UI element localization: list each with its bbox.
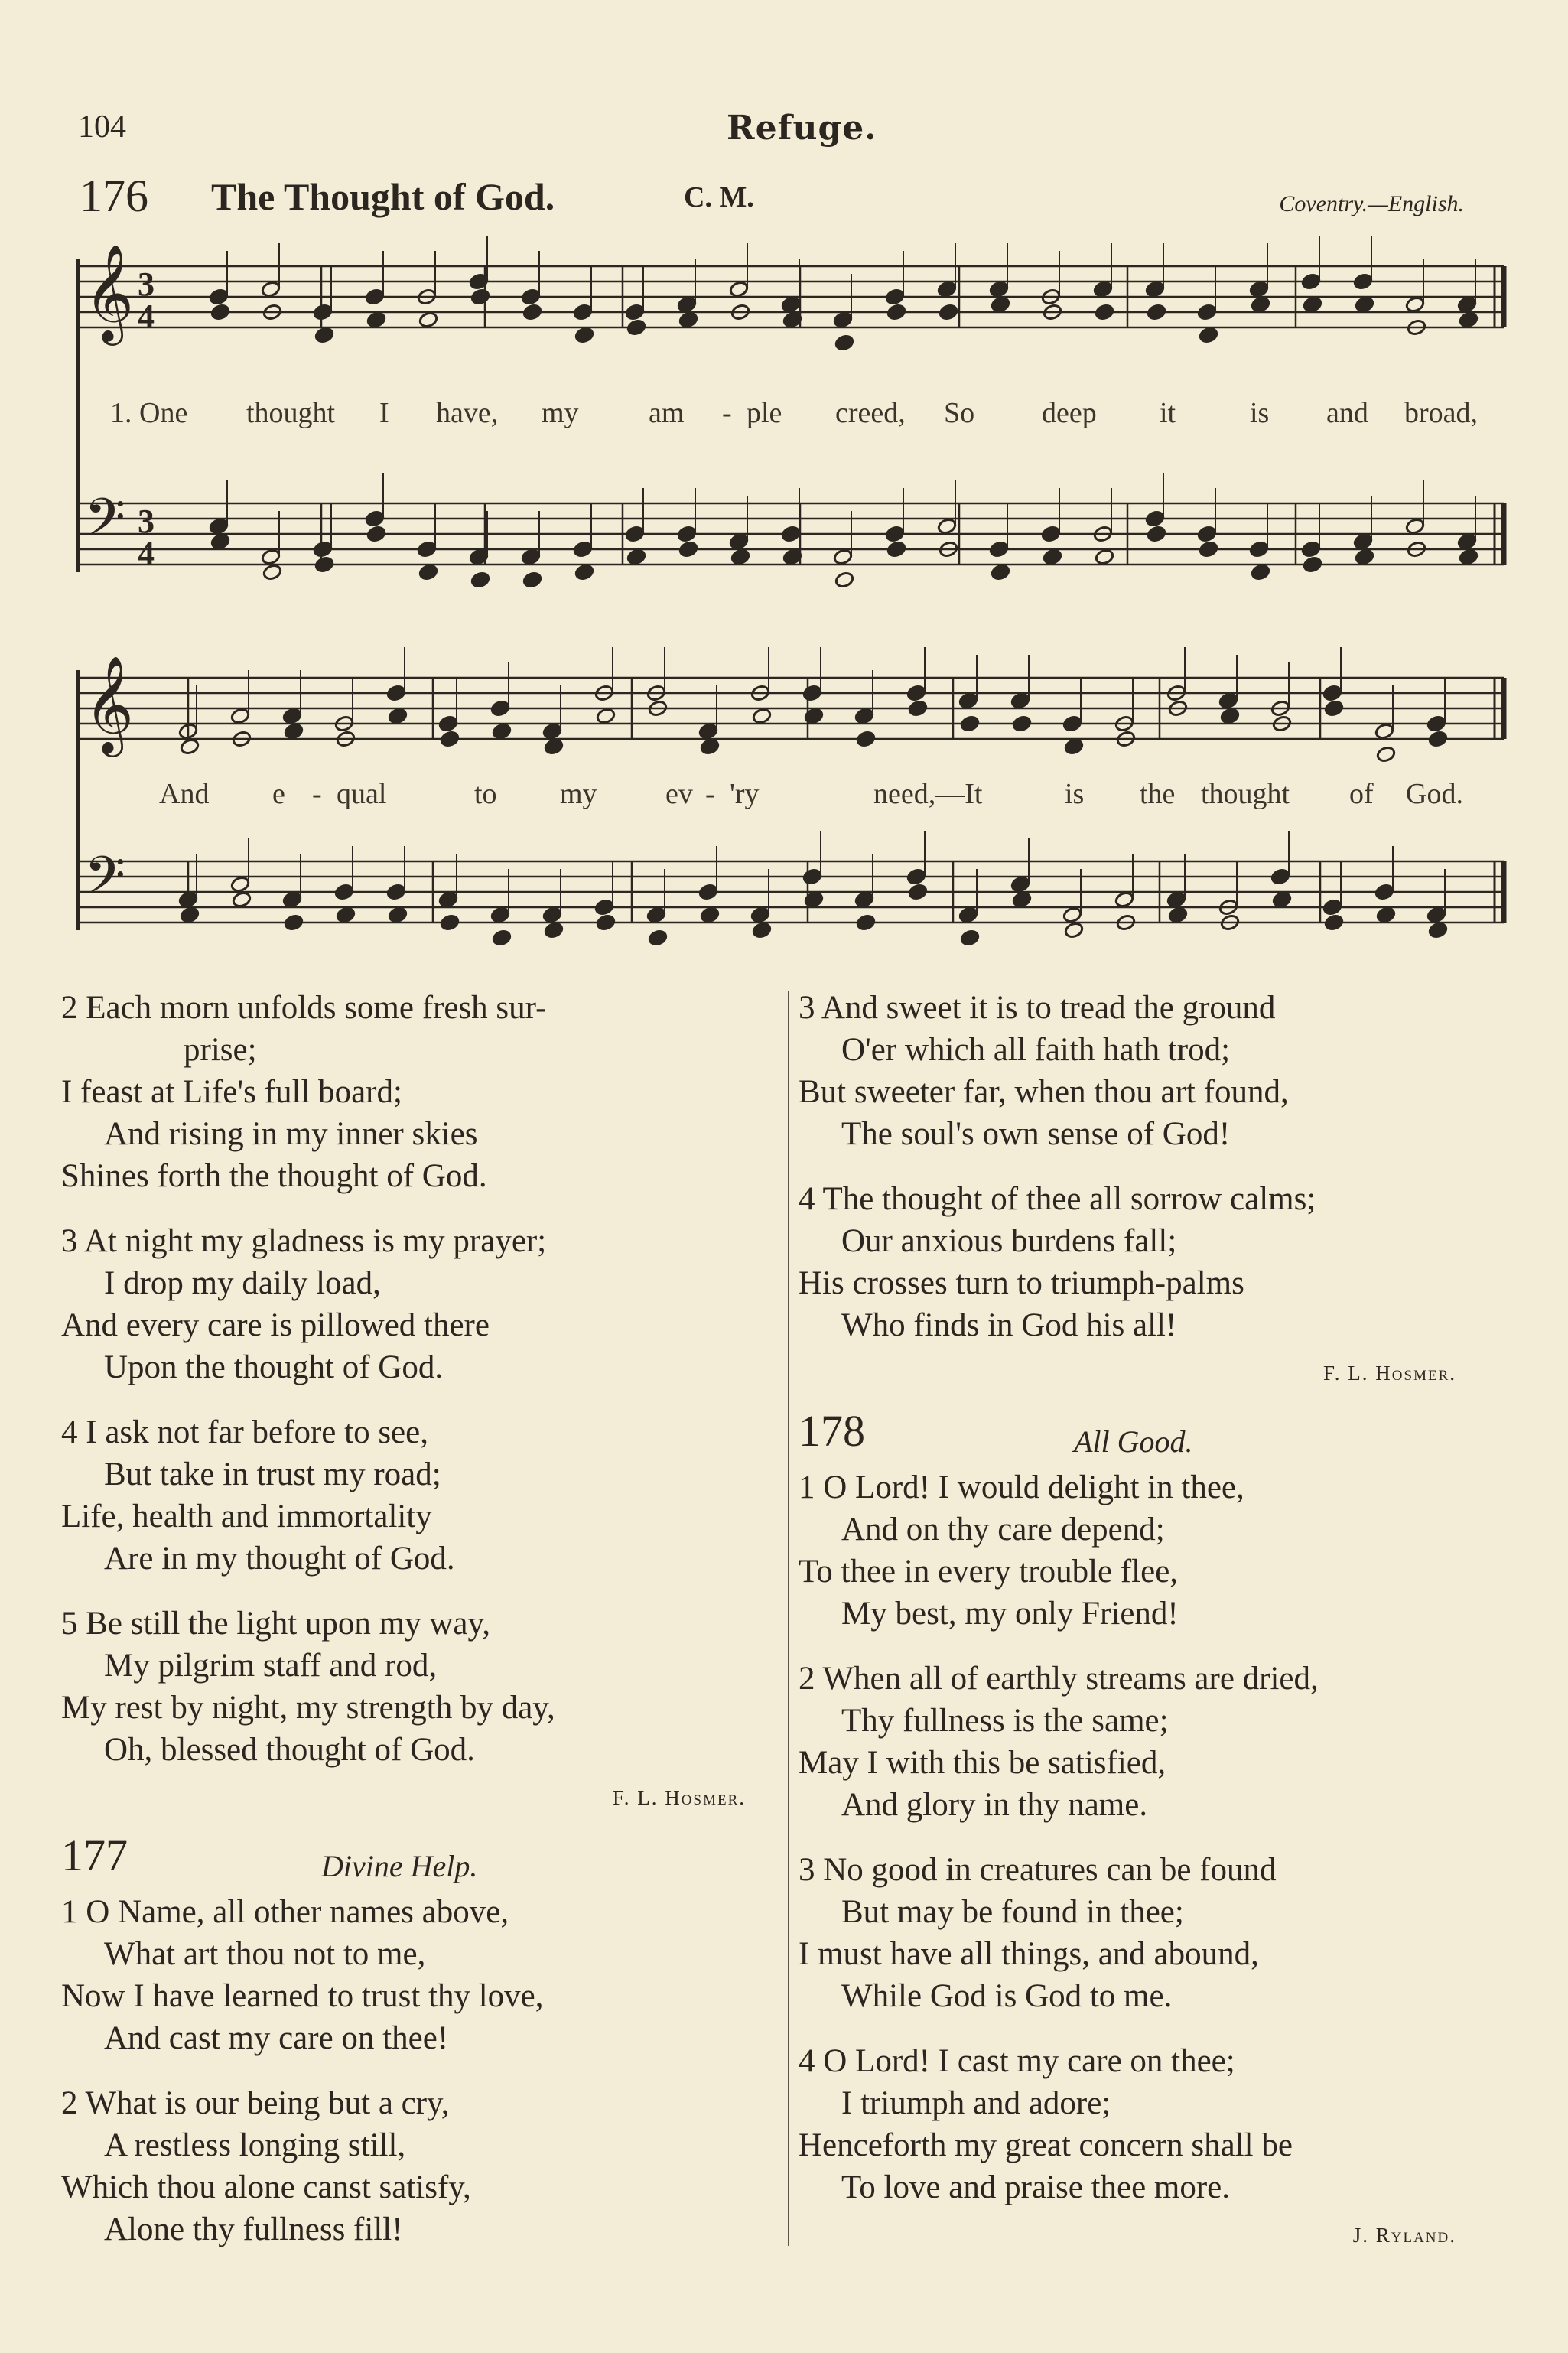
quarter-note [386, 684, 406, 701]
lyric-syllable: have, [436, 397, 499, 429]
quarter-note [1301, 540, 1321, 558]
quarter-note [313, 540, 333, 558]
stanza-line: A restless longing still, [104, 2127, 406, 2163]
quarter-note [1353, 532, 1373, 550]
quarter-note [1220, 707, 1240, 724]
stanza-line: 3 And sweet it is to tread the ground [799, 990, 1276, 1026]
quarter-note [1093, 280, 1113, 298]
half-note [937, 517, 957, 535]
bass-clef-icon: 𝄢 [84, 845, 126, 919]
quarter-note [1064, 737, 1084, 755]
stanza [61, 1220, 776, 1388]
lyric-syllable: need,—It [873, 778, 983, 810]
time-signature: 3 [138, 503, 155, 540]
stanza-line: To thee in every trouble flee, [799, 1554, 1179, 1590]
stanza-line: 2 Each morn unfolds some fresh sur- [61, 990, 547, 1026]
quarter-note [677, 295, 697, 313]
lyric-syllable: my [560, 778, 597, 810]
quarter-note [677, 525, 697, 542]
lyric-line-2 [73, 777, 1511, 815]
quarter-note [522, 303, 542, 321]
half-note [261, 280, 281, 298]
stanza [799, 1466, 1487, 1635]
quarter-note [594, 898, 614, 916]
quarter-note [991, 563, 1010, 581]
hymn-176-stanzas [61, 987, 776, 1771]
quarter-note [854, 890, 874, 908]
quarter-note [833, 311, 853, 328]
half-note [232, 890, 252, 908]
quarter-note [366, 525, 386, 542]
quarter-note [989, 280, 1009, 298]
bass-clef-icon: 𝄢 [84, 487, 126, 561]
quarter-note [1218, 692, 1238, 709]
quarter-note [1459, 311, 1479, 328]
quarter-note [886, 540, 906, 558]
quarter-note [1353, 272, 1373, 290]
lyric-syllable: is [1250, 397, 1270, 429]
stanza-line: His crosses turn to triumph-palms [799, 1265, 1244, 1301]
quarter-note [730, 548, 750, 565]
treble-clef-icon: 𝄞 [84, 655, 135, 753]
quarter-note [648, 929, 668, 946]
quarter-note [1199, 540, 1218, 558]
stanza-line: I must have all things, and abound, [799, 1936, 1259, 1972]
quarter-note [1355, 295, 1374, 313]
lyric-syllable: is [1065, 778, 1085, 810]
stanza-line: But sweeter far, when thou art found, [799, 1074, 1289, 1110]
stanza-line: While God is God to me. [841, 1978, 1173, 2014]
lyric-syllable: the [1140, 778, 1176, 810]
stanza [61, 1411, 776, 1580]
quarter-note [544, 921, 564, 939]
quarter-note [886, 303, 906, 321]
stanza-line: And cast my care on thee! [104, 2020, 449, 2056]
half-note [230, 875, 250, 893]
lyric-syllable: ple [747, 397, 782, 429]
quarter-note [418, 563, 438, 581]
quarter-note [1272, 890, 1292, 908]
quarter-note [646, 906, 666, 923]
quarter-note [1145, 509, 1165, 527]
hymn-178-stanzas [799, 1466, 1487, 2208]
hymn-title: The Thought of God. [211, 175, 555, 218]
lyric-syllable: thought [1201, 778, 1290, 810]
quarter-note [366, 311, 386, 328]
quarter-note [210, 303, 230, 321]
quarter-note [908, 699, 928, 717]
running-head: Refuge. [727, 109, 877, 148]
quarter-note [544, 737, 564, 755]
music-system-2 [73, 632, 1511, 968]
quarter-note [313, 303, 333, 321]
quarter-note [573, 540, 593, 558]
stanza-line: 4 O Lord! I cast my care on thee; [799, 2043, 1235, 2079]
stanza-line: My rest by night, my strength by day, [61, 1690, 555, 1726]
left-column [61, 987, 776, 2273]
lyric-syllable: So [944, 397, 975, 429]
lyric-syllable: am [649, 397, 685, 429]
hymn-176-header [80, 170, 1464, 223]
stanza-line: Shines forth the thought of God. [61, 1158, 487, 1194]
quarter-note [1012, 714, 1032, 732]
half-note [230, 707, 250, 724]
quarter-note [417, 540, 437, 558]
quarter-note [1374, 883, 1394, 900]
lyric-syllable: God. [1406, 778, 1463, 810]
half-note [596, 707, 616, 724]
quarter-note [1062, 714, 1082, 732]
half-note [833, 548, 853, 565]
quarter-note [180, 906, 200, 923]
quarter-note [834, 334, 854, 351]
quarter-note [365, 288, 385, 305]
quarter-note [1041, 525, 1061, 542]
hymn-number: 176 [80, 171, 148, 221]
quarter-note [1303, 555, 1322, 573]
quarter-note [1251, 563, 1270, 581]
stanza [799, 987, 1487, 1155]
quarter-note [574, 563, 594, 581]
stanza [799, 2040, 1487, 2208]
lyric-syllable: 'ry [730, 778, 760, 810]
quarter-note [388, 707, 408, 724]
hymn-number: 177 [61, 1831, 128, 1880]
hymn-178-attribution: J. Ryland. [1352, 2224, 1456, 2247]
quarter-note [1095, 303, 1114, 321]
stanza-line: And every care is pillowed there [61, 1307, 490, 1343]
stanza-line: I drop my daily load, [104, 1265, 381, 1301]
quarter-note [314, 326, 334, 343]
quarter-note [625, 303, 645, 321]
quarter-note [1012, 890, 1032, 908]
quarter-note [365, 509, 385, 527]
quarter-note [1197, 525, 1217, 542]
half-note [1376, 745, 1396, 763]
half-note [1064, 921, 1084, 939]
treble-clef-icon: 𝄞 [84, 243, 135, 341]
half-note [834, 571, 854, 588]
stanza-line: 5 Be still the light upon my way, [61, 1606, 490, 1642]
lyric-line-1 [73, 396, 1511, 434]
quarter-note [906, 867, 926, 885]
quarter-note [626, 318, 646, 336]
stanza-line: 3 No good in creatures can be found [799, 1852, 1277, 1888]
lyric-syllable: my [542, 397, 579, 429]
quarter-note [282, 707, 302, 724]
stanza-line: Oh, blessed thought of God. [104, 1732, 475, 1768]
stanza [61, 1891, 776, 2059]
stanza-line: Who finds in God his all! [841, 1307, 1177, 1343]
quarter-note [937, 280, 957, 298]
stanza [799, 1178, 1487, 1346]
quarter-note [1324, 699, 1344, 717]
quarter-note [490, 699, 510, 717]
quarter-note [210, 532, 230, 550]
half-note [180, 737, 200, 755]
quarter-note [521, 288, 541, 305]
quarter-note [1355, 548, 1374, 565]
stanza-line: 1 O Lord! I would delight in thee, [799, 1469, 1244, 1505]
quarter-note [1010, 875, 1030, 893]
quarter-note [729, 532, 749, 550]
quarter-note [438, 890, 458, 908]
stanza-line: Life, health and immortality [61, 1499, 432, 1534]
quarter-note [989, 540, 1009, 558]
stanza-line: The soul's own sense of God! [841, 1116, 1231, 1152]
lyric-syllable: - [705, 778, 715, 810]
quarter-note [854, 707, 874, 724]
lyric-syllable: and [1326, 397, 1368, 429]
half-note [261, 548, 281, 565]
quarter-note [1199, 326, 1218, 343]
quarter-note [1043, 548, 1062, 565]
hymn-title: All Good. [1074, 1424, 1193, 1459]
quarter-note [802, 684, 822, 701]
stanza-line: O'er which all faith hath trod; [841, 1032, 1231, 1068]
lyric-syllable: e [272, 778, 285, 810]
quarter-note [908, 883, 928, 900]
stanza-line: Henceforth my great concern shall be [799, 2127, 1293, 2163]
quarter-note [490, 906, 510, 923]
quarter-note [939, 303, 958, 321]
stanza [799, 1658, 1487, 1826]
half-note [752, 707, 772, 724]
quarter-note [1251, 295, 1270, 313]
quarter-note [626, 548, 646, 565]
quarter-note [1270, 867, 1290, 885]
quarter-note [1428, 921, 1448, 939]
time-signature: 3 [138, 265, 155, 303]
quarter-note [1010, 692, 1030, 709]
quarter-note [1303, 295, 1322, 313]
time-signature: 4 [138, 298, 155, 335]
stanza-line: What art thou not to me, [104, 1936, 426, 1972]
quarter-note [1324, 913, 1344, 931]
half-note [262, 563, 282, 581]
stanza-line: And glory in thy name. [841, 1787, 1148, 1823]
tune-name: Coventry.—English. [1279, 191, 1464, 216]
hymn-177-header [61, 1831, 776, 1886]
quarter-note [178, 890, 198, 908]
quarter-note [958, 906, 978, 923]
stanza-line: And on thy care depend; [841, 1512, 1165, 1548]
quarter-note [1376, 906, 1396, 923]
stanza-line: Are in my thought of God. [104, 1541, 455, 1577]
lyric-syllable: to [474, 778, 497, 810]
stanza-line: 4 The thought of thee all sorrow calms; [799, 1181, 1316, 1217]
quarter-note [1459, 548, 1479, 565]
stanza-line: And rising in my inner skies [104, 1116, 478, 1152]
quarter-note [573, 303, 593, 321]
quarter-note [856, 913, 876, 931]
quarter-note [492, 929, 512, 946]
quarter-note [1147, 303, 1166, 321]
stanza-line: 4 I ask not far before to see, [61, 1414, 428, 1450]
stanza [61, 1603, 776, 1771]
half-note [418, 311, 438, 328]
stanza [61, 987, 776, 1197]
quarter-note [700, 737, 720, 755]
quarter-note [700, 906, 720, 923]
stanza [799, 1849, 1487, 2017]
quarter-note [1147, 525, 1166, 542]
quarter-note [1197, 303, 1217, 321]
quarter-note [698, 722, 718, 740]
quarter-note [802, 867, 822, 885]
quarter-note [574, 326, 594, 343]
stanza-line: Now I have learned to trust thy love, [61, 1978, 544, 2014]
hymn-title: Divine Help. [321, 1849, 478, 1883]
quarter-note [1457, 295, 1477, 313]
quarter-note [885, 288, 905, 305]
quarter-note [1249, 540, 1269, 558]
quarter-note [678, 540, 698, 558]
stanza-line: I feast at Life's full board; [61, 1074, 402, 1110]
quarter-note [1249, 280, 1269, 298]
quarter-note [1168, 906, 1188, 923]
quarter-note [314, 555, 334, 573]
half-note [1114, 890, 1134, 908]
quarter-note [906, 684, 926, 701]
quarter-note [440, 913, 460, 931]
hymn-177-stanzas-right [799, 987, 1487, 1346]
quarter-note [1428, 730, 1448, 747]
right-column [799, 987, 1487, 2272]
quarter-note [521, 548, 541, 565]
lyric-syllable: - [312, 778, 322, 810]
stanza-line: Upon the thought of God. [104, 1349, 444, 1385]
quarter-note [336, 906, 356, 923]
stanza-line: My pilgrim staff and rod, [104, 1648, 438, 1684]
stanza-line: prise; [184, 1032, 257, 1068]
stanza-line: Which thou alone canst satisfy, [61, 2169, 471, 2205]
stanza-line: 2 What is our being but a cry, [61, 2085, 450, 2121]
lyric-syllable: it [1160, 397, 1176, 429]
half-note [1405, 517, 1425, 535]
lyric-syllable: 1. One [110, 397, 188, 429]
quarter-note [284, 722, 304, 740]
quarter-note [1322, 898, 1342, 916]
quarter-note [856, 730, 876, 747]
lyric-syllable: deep [1042, 397, 1097, 429]
quarter-note [492, 722, 512, 740]
quarter-note [386, 883, 406, 900]
quarter-note [781, 295, 801, 313]
quarter-note [678, 311, 698, 328]
half-note [1405, 295, 1425, 313]
stanza-line: To love and praise thee more. [841, 2169, 1231, 2205]
hymn-177-attribution: F. L. Hosmer. [1322, 1362, 1456, 1385]
half-note [1374, 722, 1394, 740]
half-note [1095, 548, 1114, 565]
hymn-meter: C. M. [684, 181, 754, 213]
stanza-line: 1 O Name, all other names above, [61, 1894, 509, 1930]
quarter-note [282, 890, 302, 908]
quarter-note [752, 921, 772, 939]
time-signature: 4 [138, 535, 155, 572]
stanza-line: But may be found in thee; [841, 1894, 1184, 1930]
stanza-line: My best, my only Friend! [841, 1596, 1179, 1632]
quarter-note [885, 525, 905, 542]
quarter-note [991, 295, 1010, 313]
quarter-note [334, 883, 354, 900]
lyric-syllable: of [1349, 778, 1374, 810]
hymn-177-stanzas-left [61, 1891, 776, 2250]
stanza-line: Our anxious burdens fall; [841, 1223, 1177, 1259]
quarter-note [440, 730, 460, 747]
quarter-note [438, 714, 458, 732]
quarter-note [542, 906, 562, 923]
quarter-note [470, 288, 490, 305]
lyric-syllable: And [159, 778, 210, 810]
stanza-line: May I with this be satisfied, [799, 1745, 1166, 1781]
quarter-note [698, 883, 718, 900]
quarter-note [1426, 906, 1446, 923]
quarter-note [542, 722, 562, 740]
stanza-line: Thy fullness is the same; [841, 1703, 1169, 1739]
quarter-note [1166, 890, 1186, 908]
lyric-syllable: broad, [1404, 397, 1479, 429]
column-divider [788, 991, 789, 2246]
quarter-note [750, 906, 770, 923]
quarter-note [1457, 532, 1477, 550]
quarter-note [470, 571, 490, 588]
stanza-line: I triumph and adore; [841, 2085, 1111, 2121]
stanza-line: 3 At night my gladness is my prayer; [61, 1223, 547, 1259]
stanza [61, 2082, 776, 2250]
hymn-number: 178 [799, 1406, 865, 1456]
half-note [1062, 906, 1082, 923]
quarter-note [960, 714, 980, 732]
quarter-note [1322, 684, 1342, 701]
quarter-note [596, 913, 616, 931]
hymn-178-header [799, 1406, 1487, 1462]
lyric-syllable: qual [337, 778, 387, 810]
half-note [729, 280, 749, 298]
quarter-note [625, 525, 645, 542]
stanza-line: But take in trust my road; [104, 1456, 441, 1492]
lyric-syllable: thought [246, 397, 336, 429]
stanza-line: 2 When all of earthly streams are dried, [799, 1661, 1319, 1697]
quarter-note [1301, 272, 1321, 290]
quarter-note [1426, 714, 1446, 732]
hymn-176-attribution: F. L. Hosmer. [612, 1786, 746, 1809]
quarter-note [388, 906, 408, 923]
quarter-note [781, 525, 801, 542]
quarter-note [522, 571, 542, 588]
lyric-syllable: I [379, 397, 389, 429]
quarter-note [960, 929, 980, 946]
quarter-note [958, 692, 978, 709]
quarter-note [1145, 280, 1165, 298]
music-system-1 [73, 229, 1511, 627]
quarter-note [209, 288, 229, 305]
stanza-line: Alone thy fullness fill! [104, 2211, 403, 2247]
lyric-syllable: - [722, 397, 732, 429]
quarter-note [209, 517, 229, 535]
page-number: 104 [78, 109, 126, 145]
lyric-syllable: ev [665, 778, 693, 810]
quarter-note [284, 913, 304, 931]
lyric-syllable: creed, [835, 397, 906, 429]
